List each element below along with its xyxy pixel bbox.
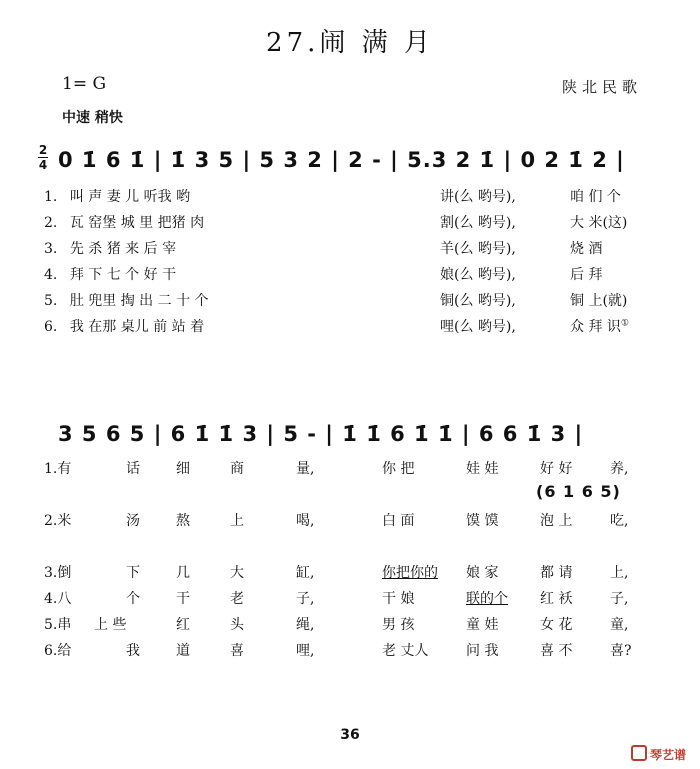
lyric-g: 问 我: [466, 643, 499, 659]
lyric-h: 泡 上: [540, 513, 573, 529]
watermark-text: 琴艺谱: [649, 748, 686, 762]
verse-text-c: 烧 酒: [570, 241, 603, 257]
lyric-c: 干: [176, 591, 190, 607]
lyric-i: 上,: [610, 565, 629, 581]
verse-text-b: 羊(么 哟号),: [440, 241, 516, 257]
lyric-a: 倒: [57, 565, 72, 581]
lyric-a: 有: [57, 461, 72, 477]
lyric-h: 好 好: [540, 461, 573, 477]
lyric-b: 上 些: [94, 617, 127, 633]
lyric-c: 细: [176, 461, 190, 477]
verse-text-c: 大 米(这): [570, 215, 628, 231]
key-signature: 1= G: [62, 74, 107, 94]
lyric-i: 喜?: [610, 643, 632, 659]
lyric-b: 我: [126, 643, 140, 659]
verse-row-6: [44, 316, 204, 336]
lyric-e: 子,: [296, 591, 315, 607]
song-origin: 陕北民歌: [562, 78, 643, 96]
verse-number: 5.: [44, 617, 58, 633]
lyric-i: 吃,: [610, 513, 629, 529]
time-signature: [38, 144, 48, 171]
lyric-c: 红: [176, 617, 190, 633]
verse-text-b: 娘(么 哟号),: [440, 267, 516, 283]
lyric-f: 你把你的: [382, 565, 438, 581]
page-title: 27.闹 满 月: [266, 28, 434, 58]
tempo-marking: 中速 稍快: [62, 110, 123, 126]
lyric-f: 男 孩: [382, 617, 415, 633]
lyric-d: 喜: [230, 643, 244, 659]
verse-text-a: 我 在那 桌儿 前 站 着: [69, 319, 205, 335]
footnote-mark: ①: [620, 318, 629, 329]
lyric-h: 红 袄: [540, 591, 573, 607]
lyric-a: 给: [57, 643, 72, 659]
verse-text-b: 讲(么 哟号),: [440, 189, 516, 205]
verse-row-2: [44, 212, 204, 232]
verse-text-c: 后 拜: [570, 267, 603, 283]
lyric-e: 喝,: [296, 513, 315, 529]
verse-text-a: 叫 声 妻 儿 听我 哟: [69, 189, 191, 205]
verse-text-c: 铜 上(就): [570, 293, 628, 309]
verse-text-a: 肚 兜里 掏 出 二 十 个: [69, 293, 209, 309]
lyric-b: 个: [126, 591, 140, 607]
verse-number: 4.: [44, 267, 58, 283]
verse2-row-5: [44, 614, 71, 634]
verse2-row-3: [44, 562, 71, 582]
verse-row-5: [44, 290, 209, 310]
verse-number: 6.: [44, 643, 58, 659]
lyric-e: 量,: [296, 461, 315, 477]
lyric-g: 童 娃: [466, 617, 499, 633]
lyric-c: 道: [176, 643, 190, 659]
score-line-1: 0 1̇ 6 1̇ | 1̇ 3 5 | 5 3 2 | 2 - | 5.3 2 1̇ | 0 2 1̇ 2 |: [58, 148, 625, 172]
alternate-notation: (6 1 6 5): [536, 482, 621, 501]
lyric-i: 童,: [610, 617, 629, 633]
verse-text-b: 哩(么 哟号),: [440, 319, 516, 335]
lyric-g: 娃 娃: [466, 461, 499, 477]
lyric-d: 头: [230, 617, 244, 633]
verse-text-b: 割(么 哟号),: [440, 215, 516, 231]
lyric-h: 喜 不: [540, 643, 573, 659]
lyric-d: 商: [230, 461, 244, 477]
lyric-b: 汤: [126, 513, 140, 529]
verse-number: 1.: [44, 189, 58, 205]
lyric-f: 白 面: [382, 513, 415, 529]
verse-number: 3.: [44, 565, 58, 581]
verse-number: 5.: [44, 293, 58, 309]
verse-number: 2.: [44, 513, 58, 529]
verse-number: 3.: [44, 241, 58, 257]
verse2-row-1: [44, 458, 71, 478]
verse-text-c-words: 众 拜 识: [570, 319, 621, 335]
lyric-d: 上: [230, 513, 244, 529]
lyric-h: 都 请: [540, 565, 573, 581]
lyric-d: 大: [230, 565, 244, 581]
lyric-g: 娘 家: [466, 565, 499, 581]
lyric-g: 馍 馍: [466, 513, 499, 529]
lyric-a: 米: [57, 513, 72, 529]
lyric-f: 老 丈人: [382, 643, 429, 659]
lyric-f: 你 把: [382, 461, 415, 477]
verse2-row-6: [44, 640, 71, 660]
page-number: 36: [340, 727, 360, 743]
music-logo-icon: [631, 745, 647, 761]
verse-number: 6.: [44, 319, 58, 335]
lyric-e: 哩,: [296, 643, 315, 659]
lyric-b: 下: [126, 565, 140, 581]
verse2-row-2: [44, 510, 71, 530]
score-line-2: 3 5 6 5 | 6 1̇ 1̇ 3 | 5 - | 1̇ 1̇ 6 1̇ 1̇ | 6 6 1̇ 3 |: [58, 422, 584, 446]
verse-number: 1.: [44, 461, 58, 477]
verse-text-c: [570, 316, 629, 336]
lyric-e: 绳,: [296, 617, 315, 633]
time-signature-top: 2: [38, 143, 48, 157]
verse-text-a: 拜 下 七 个 好 干: [69, 267, 177, 283]
lyric-h: 女 花: [540, 617, 573, 633]
verse-row-4: [44, 264, 176, 284]
lyric-e: 缸,: [296, 565, 315, 581]
lyric-c: 几: [176, 565, 190, 581]
lyric-f: 干 娘: [382, 591, 415, 607]
lyric-a: 串: [57, 617, 72, 633]
lyric-g: 联的个: [466, 591, 508, 607]
lyric-c: 熬: [176, 513, 190, 529]
verse-number: 4.: [44, 591, 58, 607]
time-signature-bottom: 4: [38, 158, 48, 172]
verse-number: 2.: [44, 215, 58, 231]
verse-text-b: 铜(么 哟号),: [440, 293, 516, 309]
verse-text-c: 咱 们 个: [570, 189, 621, 205]
verse-row-1: [44, 186, 190, 206]
verse2-row-4: [44, 588, 71, 608]
lyric-b: 话: [126, 461, 140, 477]
lyric-a: 八: [57, 591, 72, 607]
lyric-d: 老: [230, 591, 244, 607]
lyric-i: 子,: [610, 591, 629, 607]
lyric-i: 养,: [610, 461, 629, 477]
verse-text-a: 瓦 窑堡 城 里 把猪 肉: [69, 215, 205, 231]
verse-text-a: 先 杀 猪 来 后 宰: [69, 241, 177, 257]
watermark: [631, 745, 686, 763]
verse-row-3: [44, 238, 176, 258]
